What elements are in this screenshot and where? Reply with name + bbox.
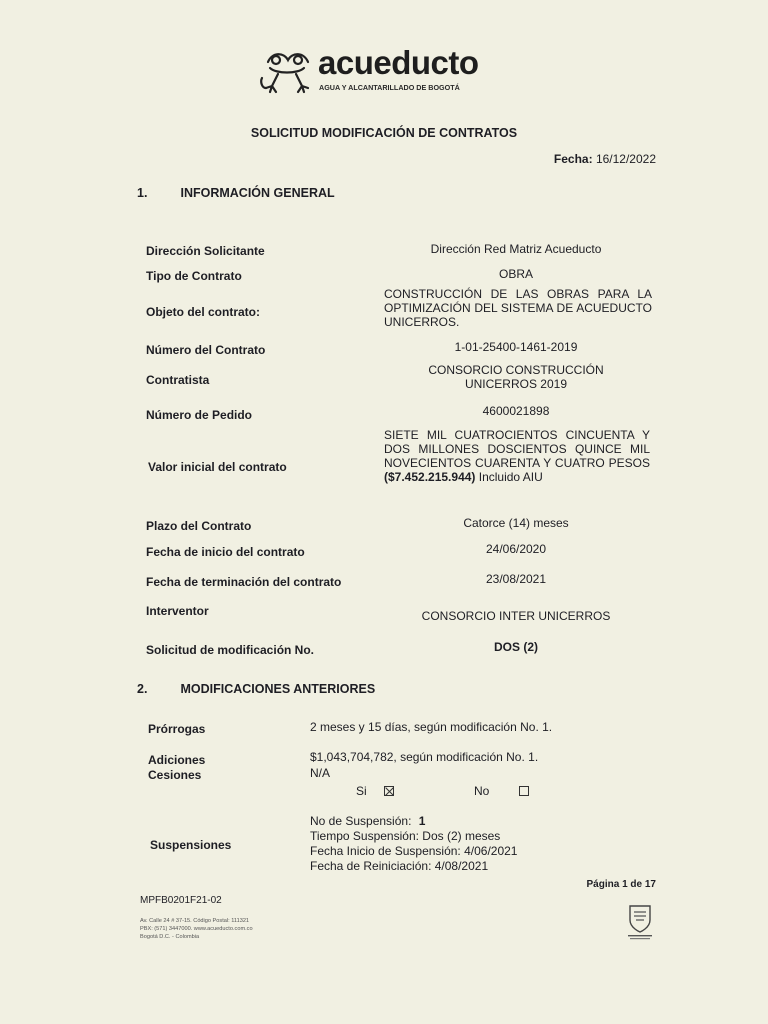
section-title: MODIFICACIONES ANTERIORES bbox=[180, 682, 376, 696]
valor-amount: ($7.452.215.944) bbox=[384, 470, 476, 484]
suspension-restart: Fecha de Reiniciación: 4/08/2021 bbox=[310, 859, 489, 873]
si-label: Si bbox=[356, 784, 367, 798]
row-label: Plazo del Contrato bbox=[146, 519, 252, 533]
section-number: 2. bbox=[137, 682, 148, 696]
no-checkbox[interactable] bbox=[519, 786, 529, 796]
bogota-seal-icon bbox=[626, 904, 654, 942]
cesiones-no-option bbox=[474, 784, 529, 798]
form-code: MPFB0201F21-02 bbox=[140, 895, 222, 906]
date-value: 16/12/2022 bbox=[595, 152, 656, 166]
row-label: Dirección Solicitante bbox=[146, 244, 265, 258]
row-label: Suspensiones bbox=[150, 838, 232, 852]
section-1-heading bbox=[137, 186, 335, 200]
row-label: Número de Pedido bbox=[146, 408, 253, 422]
row-value: 4600021898 bbox=[482, 404, 550, 418]
section-number: 1. bbox=[137, 186, 148, 200]
row-label: Número del Contrato bbox=[146, 343, 266, 357]
row-label: Prórrogas bbox=[148, 722, 206, 736]
suspension-time: Tiempo Suspensión: Dos (2) meses bbox=[310, 829, 501, 843]
section-2-heading bbox=[137, 682, 375, 696]
suspension-number-label: No de Suspensión: bbox=[310, 814, 412, 828]
page-number: Página 1 de 17 bbox=[586, 879, 656, 890]
row-value: Dirección Red Matriz Acueducto bbox=[430, 242, 602, 256]
row-value: DOS (2) bbox=[493, 640, 538, 654]
logo-subtitle: AGUA Y ALCANTARILLADO DE BOGOTÁ bbox=[319, 83, 460, 92]
document-title: SOLICITUD MODIFICACIÓN DE CONTRATOS bbox=[250, 126, 518, 140]
date-label: Fecha: bbox=[553, 152, 593, 166]
suspension-details bbox=[310, 814, 517, 874]
frog-logo-icon bbox=[258, 48, 316, 94]
row-value: CONSTRUCCIÓN DE LAS OBRAS PARA LA OPTIMIZACIÓN DEL SISTEMA DE ACUEDUCTO UNICERROS. bbox=[384, 287, 652, 329]
row-value: 1-01-25400-1461-2019 bbox=[454, 340, 578, 354]
footer-address bbox=[140, 917, 253, 941]
row-value: $1,043,704,782, según modificación No. 1. bbox=[310, 750, 539, 764]
row-label: Interventor bbox=[146, 604, 209, 618]
row-label: Tipo de Contrato bbox=[146, 269, 242, 283]
row-label: Valor inicial del contrato bbox=[148, 460, 287, 474]
row-value: N/A bbox=[310, 766, 331, 780]
section-title: INFORMACIÓN GENERAL bbox=[180, 186, 335, 200]
suspension-number-value: 1 bbox=[418, 814, 426, 828]
row-value: 23/08/2021 bbox=[485, 572, 547, 586]
row-label: Cesiones bbox=[148, 768, 202, 782]
row-value: CONSORCIO CONSTRUCCIÓN UNICERROS 2019 bbox=[428, 363, 604, 391]
document-date bbox=[554, 152, 656, 166]
si-checkbox[interactable] bbox=[384, 786, 394, 796]
no-label: No bbox=[474, 784, 490, 798]
valor-text: SIETE MIL CUATROCIENTOS CINCUENTA Y DOS MILLONES DOSCIENTOS QUINCE MIL NOVECIENTOS CUARENTA Y CUATRO PESOS bbox=[384, 428, 650, 470]
address-line: PBX: (571) 3447000. www.acueducto.com.co bbox=[140, 926, 253, 932]
suspension-start: Fecha Inicio de Suspensión: 4/06/2021 bbox=[310, 844, 518, 858]
row-label: Solicitud de modificación No. bbox=[146, 643, 315, 657]
valor-tail: Incluido AIU bbox=[475, 470, 543, 484]
row-value bbox=[384, 428, 650, 484]
logo-wordmark: acueducto bbox=[318, 44, 479, 81]
row-value: CONSORCIO INTER UNICERROS bbox=[421, 609, 611, 623]
acueducto-logo bbox=[258, 46, 503, 98]
row-label: Adiciones bbox=[148, 753, 206, 767]
cesiones-si-option bbox=[356, 784, 394, 798]
row-value: 24/06/2020 bbox=[485, 542, 547, 556]
suspension-number bbox=[310, 814, 517, 829]
row-label: Fecha de inicio del contrato bbox=[146, 545, 305, 559]
row-value: Catorce (14) meses bbox=[463, 516, 569, 530]
row-value: 2 meses y 15 días, según modificación No. 1. bbox=[310, 720, 553, 734]
row-label: Contratista bbox=[146, 373, 210, 387]
row-value: OBRA bbox=[498, 267, 533, 281]
row-label: Fecha de terminación del contrato bbox=[146, 575, 342, 589]
row-label: Objeto del contrato: bbox=[146, 305, 260, 319]
address-line: Av. Calle 24 # 37-15. Código Postal: 111321 bbox=[140, 918, 250, 924]
address-line: Bogotá D.C. - Colombia bbox=[140, 934, 200, 940]
